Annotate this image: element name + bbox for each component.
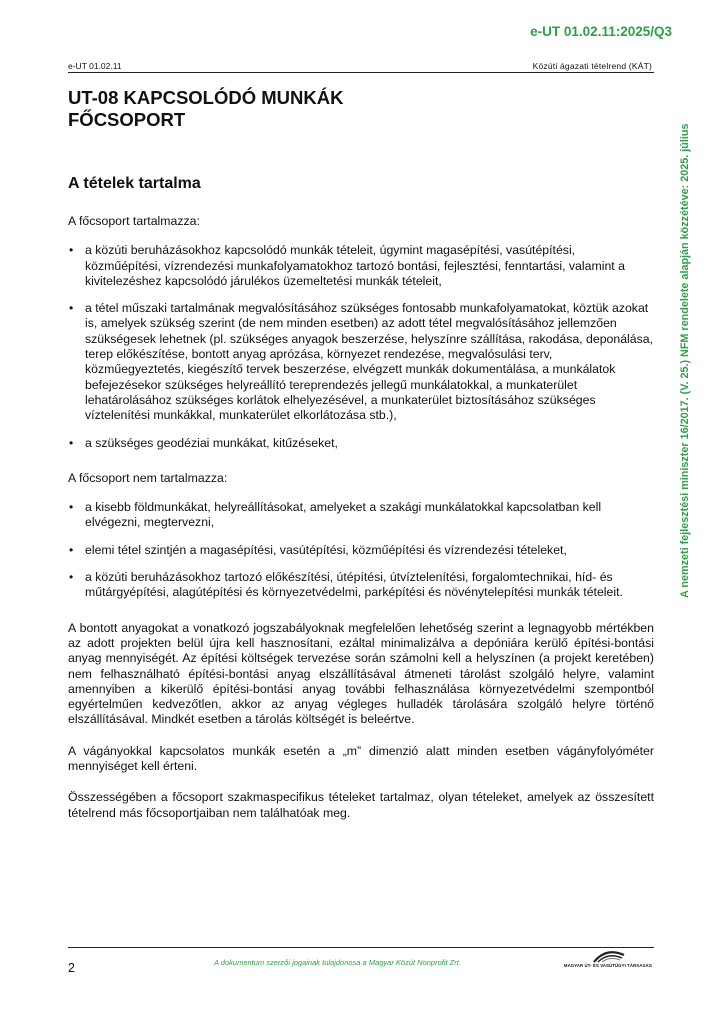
bullet-icon: • xyxy=(69,243,74,258)
section-heading: A tételek tartalma xyxy=(68,175,201,192)
list-item: • a közúti beruházásokhoz tartozó előkészítési, útépítési, útvíztelenítési, forgalomtechnikai, híd- és műtárgyépítési, alagútépítési és környezetvédelmi, parképítési és növénytelepítési munkák tételeit. xyxy=(69,570,623,600)
list-item: • a közúti beruházásokhoz kapcsolódó munkák tételeit, úgymint magasépítési, vasútépítési, közműépítési, vízrendezési munkafolyamatokhoz tartozó bontási, fejlesztési, fenntartási, valamint a kivitelezéshez kapcsolódó járulékos üzemeltetési munkák tételeit, xyxy=(69,243,625,288)
title-line-2: FŐCSOPORT xyxy=(68,109,186,130)
bullet-icon: • xyxy=(69,542,74,557)
includes-list xyxy=(68,243,654,451)
paragraph-track-dimension: A vágányokkal kapcsolatos munkák esetén a „m” dimenzió alatt minden esetben vágányfolyóméter mennyiséget kell érteni. xyxy=(68,743,654,774)
list-item: • elemi tétel szintjén a magasépítési, vasútépítési, közműépítési és vízrendezési tételeket, xyxy=(69,542,567,557)
body-content xyxy=(68,214,654,837)
document-code: e-UT 01.02.11:2025/Q3 xyxy=(530,24,672,39)
bullet-icon: • xyxy=(69,435,74,450)
excludes-lead: A főcsoport nem tartalmazza: xyxy=(68,470,228,485)
header-left-code: e-UT 01.02.11 xyxy=(68,61,122,71)
logo-text: MAGYAR ÚT- ÉS VASÚTÜGYI TÁRSASÁG xyxy=(563,963,653,968)
header-right-title: Közúti ágazati tételrend (KÁT) xyxy=(532,61,652,71)
title-line-1: UT-08 KAPCSOLÓDÓ MUNKÁK xyxy=(68,87,344,108)
society-logo xyxy=(562,949,654,971)
road-arc-icon xyxy=(592,949,626,963)
includes-lead: A főcsoport tartalmazza: xyxy=(68,214,200,228)
list-item: • a tétel műszaki tartalmának megvalósításához szükséges fontosabb munkafolyamatokat, köztük azokat is, amelyek szükség szerint (de nem minden esetben) az adott tétel megvalósításához jellemzően szükségesek lehetnek (pl. szükséges anyagok beszerzése, helyszínre szállítása, rakodása, deponálása, terep előkészítése, bontott anyag aprózása, környezet rendezése, megvalósulási terv, közműegyeztetés, kiegészítő tervek beszerzése, elvégzett munkák dokumentálása, a munkálatok befejezésekor szükséges helyreállító tereprendezés jellegű munkálatokkal, a munkaterület lehatárolásához szükséges korlátok elhelyezésével, a munkaterület biztosításához szükséges víztelenítési munkákkal, munkaterület elkorlátozása stb.), xyxy=(69,301,654,423)
footer-divider xyxy=(68,947,654,948)
bullet-icon: • xyxy=(69,570,74,585)
bullet-icon: • xyxy=(69,500,74,515)
list-item: • a kisebb földmunkákat, helyreállításokat, amelyeket a szakági munkálatokkal kapcsolatban kell elvégezni, megtervezni, xyxy=(69,500,602,530)
excludes-list xyxy=(68,500,654,600)
publication-side-note: A nemzeti fejlesztési miniszter 16/2017. (V. 25.) NFM rendelete alapján közzétéve: 2025. július xyxy=(679,123,691,599)
page-number: 2 xyxy=(68,961,75,975)
page-title xyxy=(68,87,468,131)
paragraph-summary: Összességében a főcsoport szakmaspecifikus tételeket tartalmaz, olyan tételeket, amelyek az összesített tételrend más főcsoportjaiban nem találhatóak meg. xyxy=(68,790,654,820)
paragraph-recycling: A bontott anyagokat a vonatkozó jogszabályoknak megfelelően lehetőség szerint a legnagyobb mértékben az adott projekten belül újra kell hasznosítani, ezáltal minimalizálva a depóniára kerülő építési-bontási anyag mennyiségét. Az építési költségek tervezése során számolni kell a helyszínen (a projekt keretében) nem felhasználható építési-bontási anyag elszállításával átmeneti tárolást szolgáló helyre, valamint amennyiben a kikerülő építési-bontási anyag további felhasználása környezetvédelmi szempontból egyértelműen kedvezőtlen, akkor az anyag végleges hulladék tárolására szolgáló helyre történő elszállításával. Mindkét esetben a tárolás költségét is beleértve. xyxy=(68,620,654,727)
header-divider xyxy=(68,72,654,73)
list-item: • a szükséges geodéziai munkákat, kitűzéseket, xyxy=(69,435,338,450)
copyright-notice: A dokumentum szerzői jogainak tulajdonosa a Magyar Közút Nonprofit Zrt. xyxy=(214,958,461,967)
bullet-icon: • xyxy=(69,301,74,316)
